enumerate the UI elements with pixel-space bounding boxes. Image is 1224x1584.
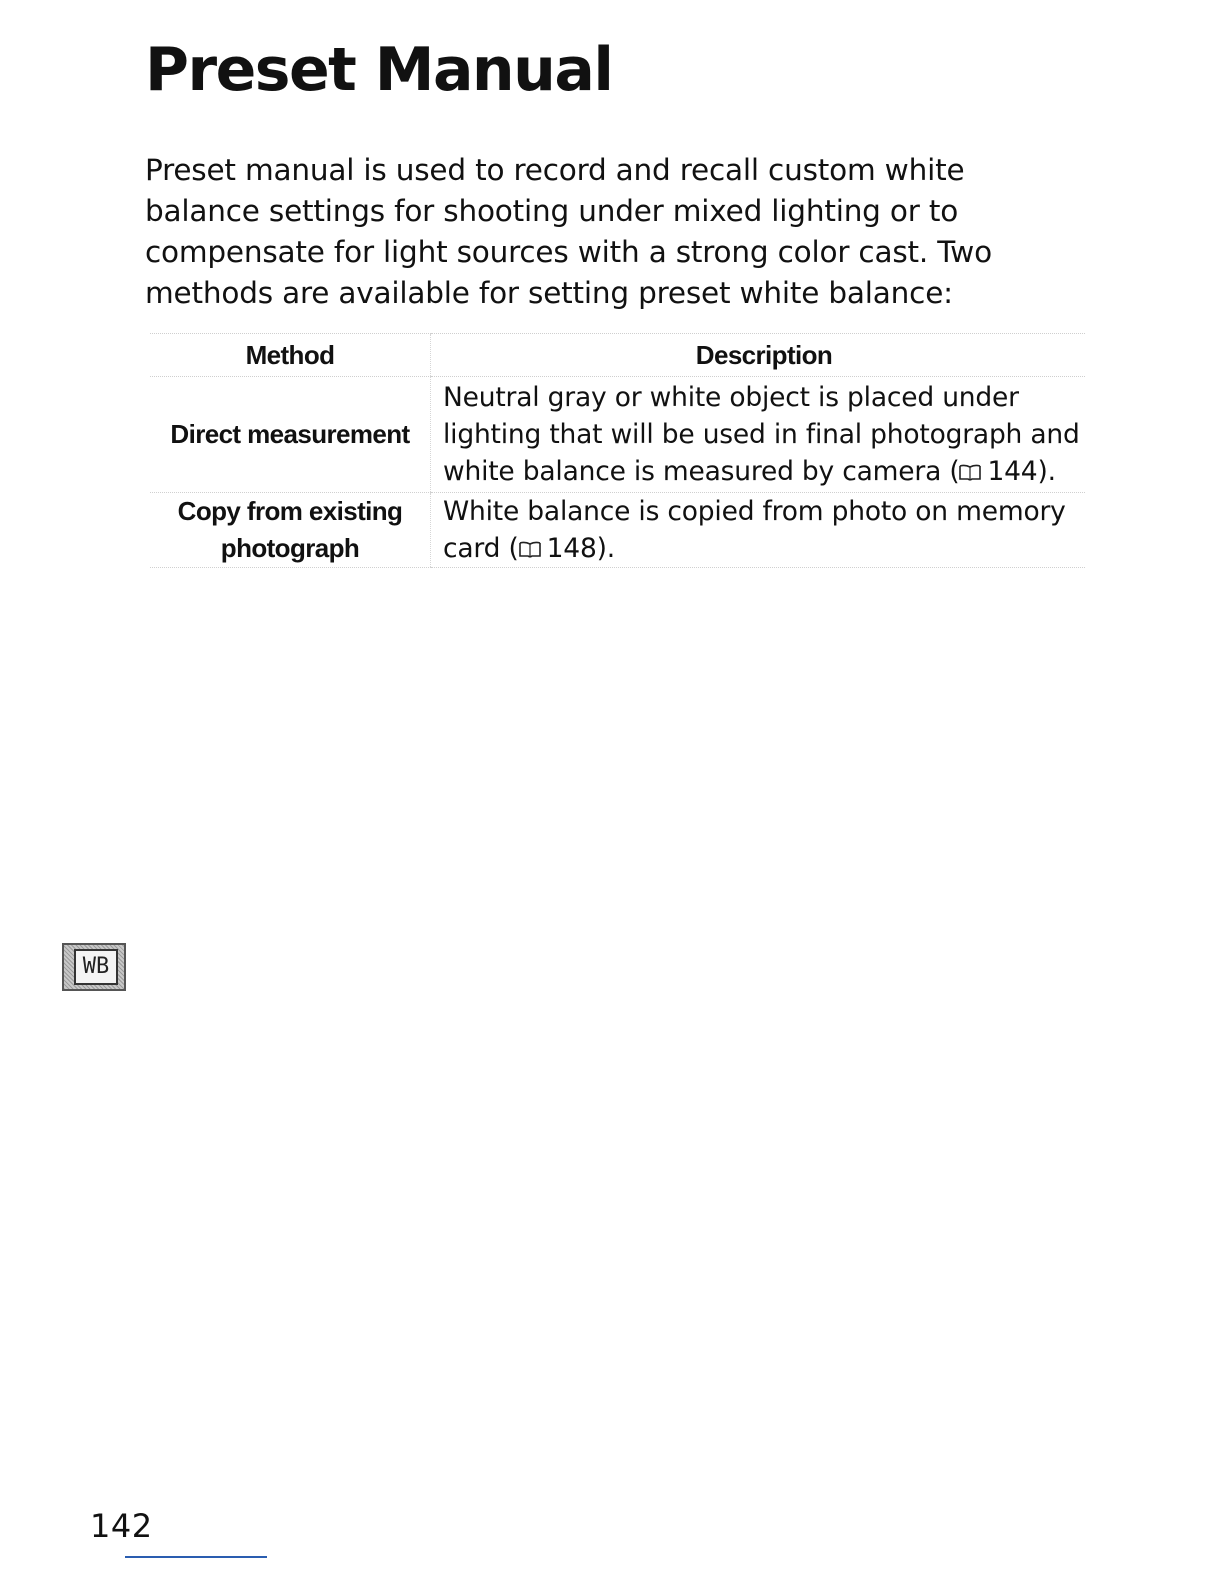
header-description: Description (431, 334, 1086, 377)
methods-table (150, 333, 1085, 568)
description-end: ). (1037, 456, 1056, 487)
page-reference-link[interactable]: 148 (546, 533, 597, 564)
method-name-line2: photograph (220, 533, 360, 563)
description-cell (431, 377, 1086, 493)
description-cell (431, 493, 1086, 568)
method-cell (150, 377, 431, 493)
wb-tab-label: WB (74, 949, 118, 985)
description-text: White balance is copied from photo on memory card ( (443, 496, 1066, 564)
method-name: Direct measurement (170, 419, 410, 449)
table-row (150, 493, 1085, 568)
book-reference-icon (959, 464, 981, 481)
page-reference-link[interactable]: 144 (987, 456, 1038, 487)
table-header-row (150, 334, 1085, 377)
method-cell (150, 493, 431, 568)
header-method: Method (150, 334, 431, 377)
description-end: ). (596, 533, 615, 564)
intro-paragraph: Preset manual is used to record and recall custom white balance settings for shooting under mixed lighting or to compensate for light sources with a strong color cast. Two methods are available for setting preset white balance: (145, 153, 992, 310)
wb-section-tab-icon[interactable] (62, 943, 126, 991)
table-row (150, 377, 1085, 493)
page-number-rule (125, 1556, 267, 1558)
description-text: Neutral gray or white object is placed under lighting that will be used in final photograph and white balance is measured by camera ( (443, 382, 1080, 487)
book-reference-icon (519, 541, 541, 558)
page-title: Preset Manual (145, 35, 613, 105)
method-name: Copy from existing (177, 496, 403, 526)
page-number: 142 (90, 1507, 153, 1545)
